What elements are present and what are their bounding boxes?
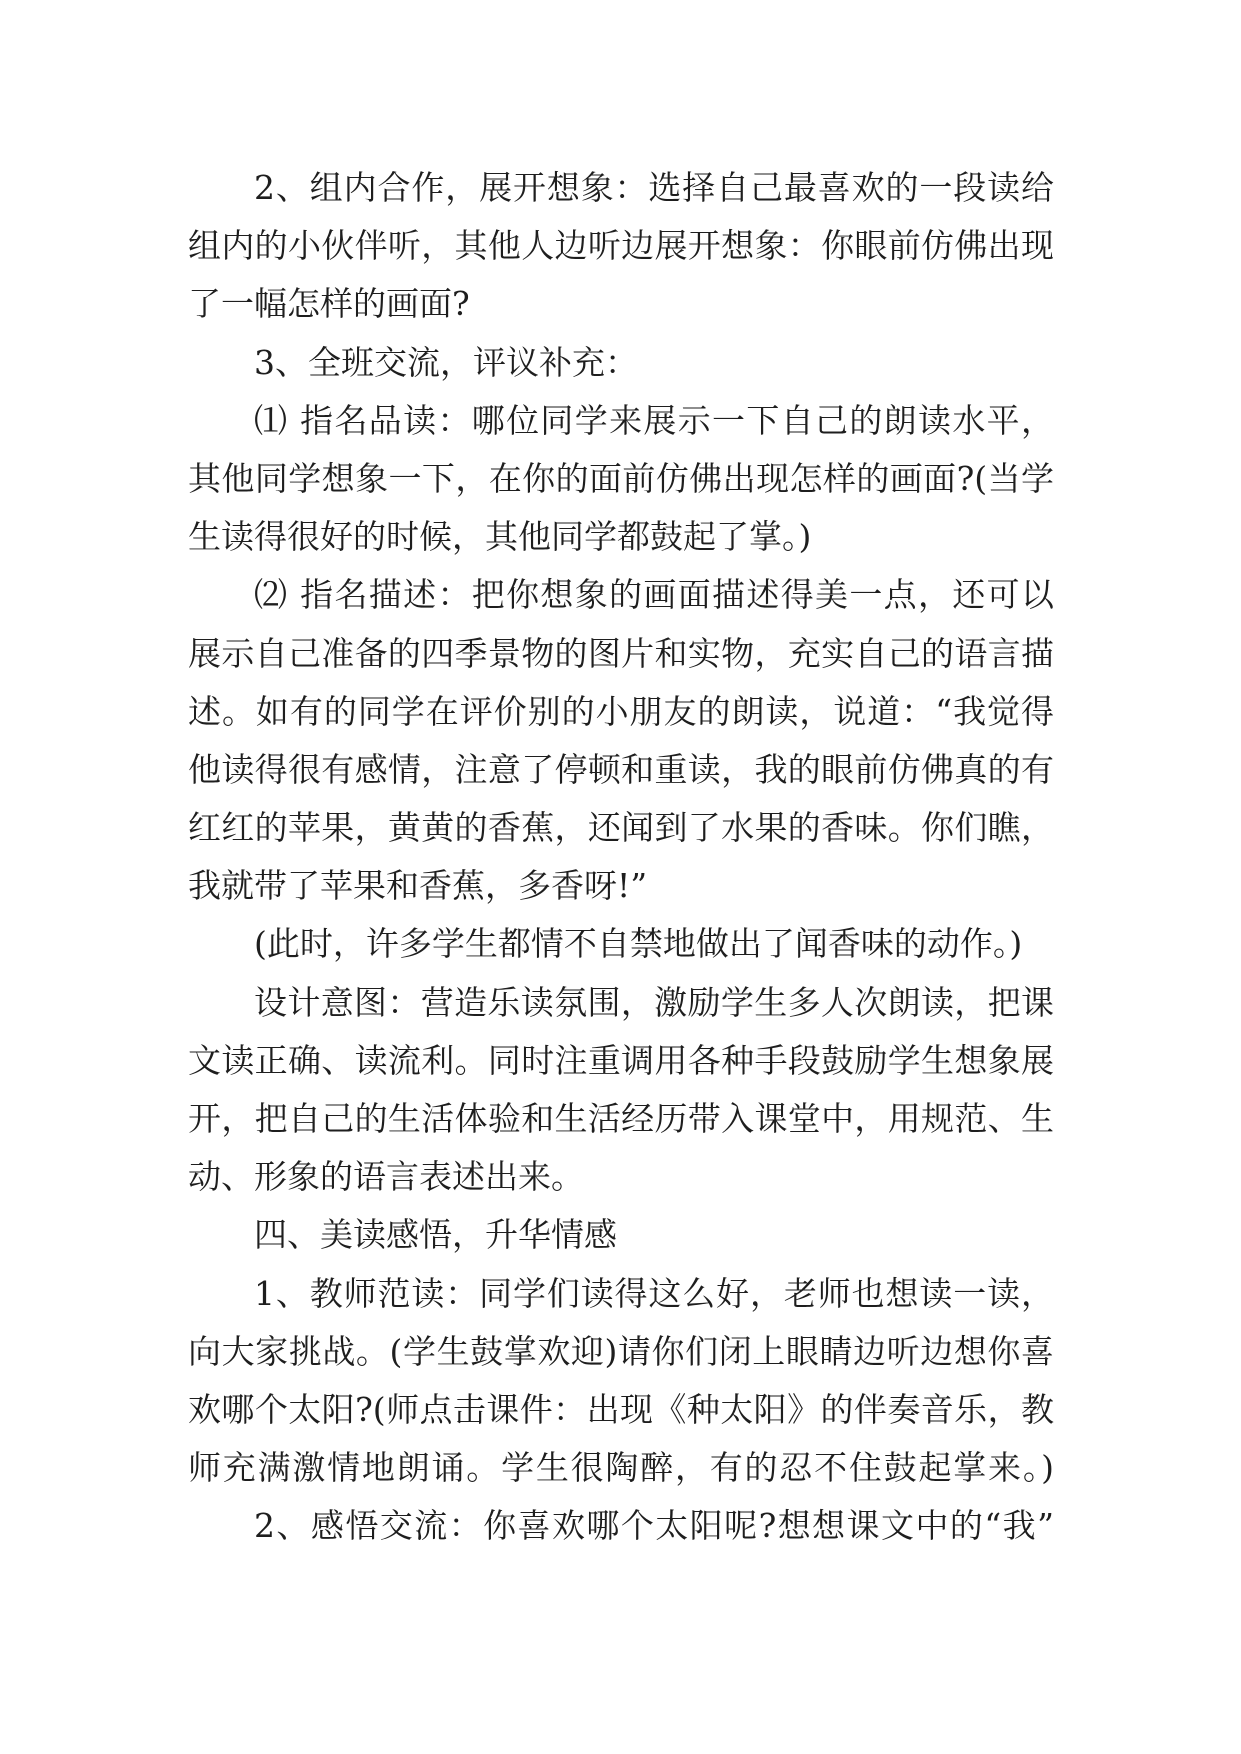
text-line: 了一幅怎样的画面? (188, 284, 470, 324)
student-reaction-note-paragraph (188, 915, 1054, 973)
text-line: 动、形象的语言表述出来。 (188, 1157, 584, 1197)
text-line: 3、全班交流，评议补充： (254, 342, 638, 382)
text-line: 其他同学想象一下，在你的面前仿佛出现怎样的画面?(当学 (188, 458, 1054, 498)
step-1-teacher-reading-paragraph (188, 1265, 1054, 1498)
text-line: ⑴ 指名品读：哪位同学来展示一下自己的朗读水平， (254, 400, 1054, 440)
text-line: ⑵ 指名描述：把你想象的画面描述得美一点，还可以 (254, 575, 1054, 615)
text-line: 师充满激情地朗诵。学生很陶醉，有的忍不住鼓起掌来。) (188, 1448, 1054, 1488)
text-line: 文读正确、读流利。同时注重调用各种手段鼓励学生想象展 (188, 1040, 1054, 1080)
text-line: 开，把自己的生活体验和生活经历带入课堂中，用规范、生 (188, 1099, 1054, 1138)
text-line: 向大家挑战。(学生鼓掌欢迎)请你们闭上眼睛边听边想你喜 (188, 1331, 1054, 1371)
text-line: 欢哪个太阳?(师点击课件：出现《种太阳》的伴奏音乐，教 (188, 1389, 1054, 1429)
text-line: (此时，许多学生都情不自禁地做出了闻香味的动作。) (254, 924, 1023, 964)
text-line: 他读得很有感情，注意了停顿和重读，我的眼前仿佛真的有 (188, 749, 1054, 789)
text-line: 述。如有的同学在评价别的小朋友的朗读，说道：“我觉得 (188, 691, 1054, 731)
step-2-group-cooperation-paragraph (188, 159, 1054, 334)
document-body (188, 159, 1054, 1556)
section-heading (188, 1206, 1054, 1264)
step-3-class-discussion-paragraph (188, 334, 1054, 392)
sub-step-2-description-paragraph (188, 566, 1054, 915)
text-line: 2、感悟交流：你喜欢哪个太阳呢?想想课文中的“我” (254, 1506, 1054, 1546)
section-heading-text: 四、美读感悟，升华情感 (254, 1215, 617, 1255)
text-line: 我就带了苹果和香蕉，多香呀!” (188, 866, 648, 906)
text-line: 组内的小伙伴听，其他人边听边展开想象：你眼前仿佛出现 (188, 226, 1054, 266)
text-line: 1、教师范读：同学们读得这么好，老师也想读一读， (254, 1273, 1054, 1313)
step-2-feedback-exchange-paragraph (188, 1497, 1054, 1555)
text-line: 展示自己准备的四季景物的图片和实物，充实自己的语言描 (188, 633, 1054, 673)
sub-step-1-reading-paragraph (188, 392, 1054, 567)
text-line: 设计意图：营造乐读氛围，激励学生多人次朗读，把课 (254, 982, 1054, 1022)
design-intent-paragraph (188, 974, 1054, 1207)
text-line: 2、组内合作，展开想象：选择自己最喜欢的一段读给 (254, 168, 1054, 207)
text-line: 红红的苹果，黄黄的香蕉，还闻到了水果的香味。你们瞧， (188, 808, 1054, 848)
text-line: 生读得很好的时候，其他同学都鼓起了掌。) (188, 517, 812, 557)
